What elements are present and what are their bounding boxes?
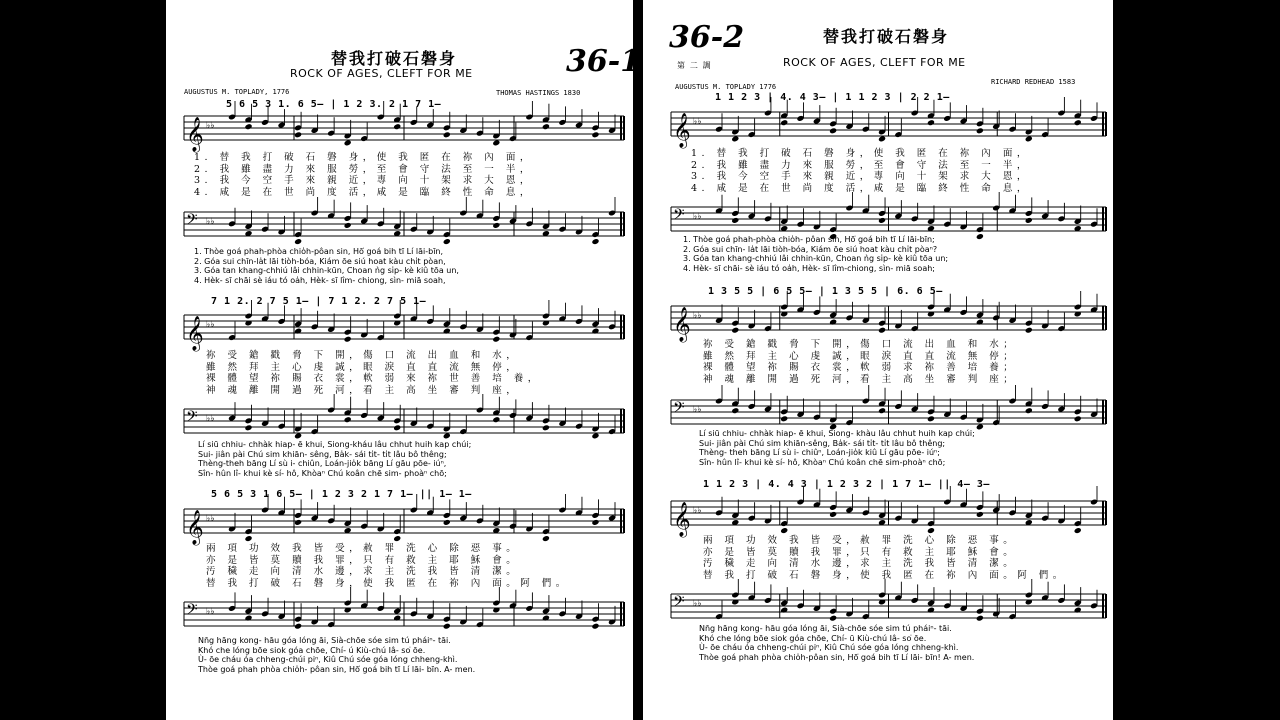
note-head [344,139,352,146]
note-head [780,415,788,422]
note-head [245,535,253,542]
treble-clef-icon: 𝄞 [186,510,204,545]
note-head [591,131,599,138]
hymn-page-right [643,0,1113,720]
chinese-lyrics-block: 祢 受 鎗 戳 脅 下 開，傷 口 流 出 血 和 水， 雖 然 拜 主 心 虔 誠，眼 淚 直 直 流 無 停， 裸 體 望 祢 賜 衣 裳，軟 弱 來 祢 世 善 培 養， 神 魂 離 開 過 死 河，看 主 高 坐 審 判 座， [206,350,542,396]
bass-clef-icon: 𝄢 [673,399,685,420]
note-head [344,336,352,343]
chinese-lyrics-block: 兩 項 功 效 我 皆 受，赦 罪 洗 心 除 惡 事。 亦 是 皆 莫 贖 我 罪，只 有 救 主 耶 穌 會。 汚 穢 走 向 清 水 邊，求 主 洗 我 皆 清 潔。 替 我 打 破 石 磐 身，使 我 匿 在 祢 內 面。阿 們。 [703,535,1067,581]
romanized-lyrics-block: 1. Thòe goá phah-phòa chio̍h- pôan sin, Hō͘ goá bih tī Lí lāi-bīn; 2. Góa sui chīn- la̍t lāi tiòh-bóa, Kiám ōe siú hoat kàu chi̍t pòaⁿ? 3. Góa tan khang-chhiú lâi chhin-kūn, Choan ǹg si̍p- kè kiû tōa un; 4. Hèk- sī chāi- sè iáu tó oa̍h, Hèk- sī lîm-chiong, sìn- miā soah; [683,235,949,273]
solfa-numbers: 1 1 2 3 | 4. 4 3 | 1 2 3 2 | 1 7 1— || 4— 3— [703,479,990,490]
title-english: ROCK OF AGES, CLEFT FOR ME [783,56,966,69]
note-head [344,416,352,423]
note-head [731,327,739,334]
note-head [591,238,599,245]
note-head [878,217,886,224]
note-head [829,615,837,622]
note-head [542,615,550,622]
note-head [1025,407,1033,414]
bass-staff [184,598,624,632]
treble-clef-icon: 𝄞 [673,113,691,148]
treble-staff [184,505,624,545]
note-head [731,407,739,414]
treble-clef-icon: 𝄞 [186,316,204,351]
note-head [245,615,253,622]
note-head [294,519,302,526]
note-head [591,432,599,439]
flat-key-signature-icon: ♭♭ [206,121,215,131]
note-head [927,607,935,614]
note-head [443,131,451,138]
solfa-numbers: 7 1 2. 2 7 5 1— | 7 1 2. 2 7 5 1— [211,296,427,307]
note-head [927,415,935,422]
note-head [976,423,984,430]
treble-staff [184,112,624,152]
note-head [927,119,935,126]
bass-clef-icon: 𝄢 [186,211,198,232]
note-head [393,424,401,431]
note-head [976,319,984,326]
bass-staff [671,203,1106,237]
note-head [443,432,451,439]
note-head [731,217,739,224]
author-credit: AUGUSTUS M. TOPLADY 1776 [675,83,777,91]
note-head [976,127,984,134]
bass-clef-icon: 𝄢 [186,601,198,622]
note-head [393,615,401,622]
note-head [294,623,302,630]
note-head [1025,217,1033,224]
note-head [393,123,401,130]
romanized-lyrics-block: Lí siū chhiu- chhàk hiap- ē khui, Siong-kháu lâu chhut huih kap chúi; Sui- jiân pài Chú sim khiān- sêng, Ba̍k- sái ti̍t- ti̍t lâu bô thêng; Thèng-theh bāng Lí sù i- chiûn, Loán-jio̍k bāng Lí gāu pōe- iúⁿ, Sîn- hûn lî- khui kè sí- hô, Khòaⁿ Chú koân chē sim- phoàⁿ chō; [198,440,472,478]
chinese-lyrics-block: 1. 替 我 打 破 石 磐 身，使 我 匿 在 祢 內 面， 2. 我 雖 盡 力 來 服 勞，至 會 守 法 至 一 半， 3. 我 今 空 手 來 親 近，專 向 十 架 求 大 恩， 4. 咸 是 在 世 尚 度 活，咸 是 臨 終 性 命 息， [691,148,1031,194]
flat-key-signature-icon: ♭♭ [693,506,702,516]
note-head [780,607,788,614]
note-head [780,527,788,534]
note-head [829,511,837,518]
note-head [245,123,253,130]
title-english: ROCK OF AGES, CLEFT FOR ME [290,67,473,80]
treble-staff [671,302,1106,342]
note-head [294,238,302,245]
hymn-number: 36-2 [669,20,745,55]
composer-credit: RICHARD REDHEAD 1583 [991,78,1076,86]
note-head [1074,607,1082,614]
note-head [780,119,788,126]
flat-key-signature-icon: ♭♭ [206,514,215,524]
note-head [591,623,599,630]
romanized-lyrics-block: Lí siū chhiu- chhàk hiap- ē khui, Siong- khàu lâu chhut huih kap chúi; Sui- jiân pài Chú sim khiān-sêng, Ba̍k- sái ti̍t- ti̍t lâu bô thêng; Thèng- theh bāng Lí sù i- chiûⁿ, Loán-jio̍k kiû Lí gāu pōe- iúⁿ; Sîn- hûn lî- khui kè sí- hô, Khòaⁿ Chú koân chē sim-phoàⁿ chō; [699,429,975,467]
flat-key-signature-icon: ♭♭ [693,212,702,222]
flat-key-signature-icon: ♭♭ [206,320,215,330]
note-head [443,238,451,245]
romanized-lyrics-block: Nn̄g hāng kong- hāu góa lóng āi, Sià-chōe sóe sim tú pháiⁿ- tāi. Khó che lóng bōe siok góa chōe, Chí- ū Kiù-chú Iâ- so͘ ōe. Ù- ōe cháu óa chheng-chúi piⁿ, Kiû Chú sóe góa lóng chheng-khì. Thòe goá phah phòa chio̍h-pôan sin, Hō͘ goá bih tī Lí lāi- bīn! A- men. [699,624,975,662]
note-head [294,131,302,138]
flat-key-signature-icon: ♭♭ [693,599,702,609]
title-chinese: 替我打破石磐身 [823,27,950,46]
chinese-lyrics-block: 1. 替 我 打 破 石 磐 身，使 我 匿 在 祢 內 面， 2. 我 雖 盡 力 來 服 勞，至 會 守 法 至 一 半， 3. 我 今 空 手 來 親 近，專 向 十 架 求 大 恩， 4. 咸 是 在 世 尚 度 活，咸 是 臨 終 性 命 息， [194,152,534,198]
romanized-lyrics-block: Nn̄g hāng kong- hāu góa lóng āi, Sià-chōe sóe sim tú pháiⁿ- tāi. Khó che lóng bōe siok góa chōe, Chí- ú Kiù-chú Iâ- so͘ ōe. Ù- ōe cháu óa chheng-chúi piⁿ, Kiû Chú sóe góa lóng chheng-khì. Thòe goá phah phòa chio̍h- pôan sin, Hō͘ goá bih tī Lí lāi- bīn. A- men. [198,636,476,674]
bass-staff [671,590,1106,624]
note-head [1074,415,1082,422]
treble-staff [671,497,1106,537]
note-head [344,222,352,229]
note-head [829,319,837,326]
note-head [591,519,599,526]
note-head [1025,135,1033,142]
flat-key-signature-icon: ♭♭ [206,607,215,617]
flat-key-signature-icon: ♭♭ [206,414,215,424]
author-credit: AUGUSTUS M. TOPLADY, 1776 [184,88,290,96]
note-head [1074,527,1082,534]
note-head [927,527,935,534]
treble-staff [184,311,624,351]
flat-key-signature-icon: ♭♭ [693,117,702,127]
treble-staff [671,108,1106,148]
solfa-numbers: 5 6 5 3 1 6 5— | 1 2 3 2 1 7 1— || 1— 1— [211,489,472,500]
flat-key-signature-icon: ♭♭ [693,405,702,415]
note-head [829,127,837,134]
note-head [294,432,302,439]
composer-credit: THOMAS HASTINGS 1830 [496,89,581,97]
note-head [542,123,550,130]
note-head [294,328,302,335]
note-head [492,336,500,343]
note-head [245,424,253,431]
solfa-numbers: 1 3 5 5 | 6 5 5— | 1 3 5 5 | 6. 6 5— [708,286,943,297]
note-head [492,222,500,229]
bass-clef-icon: 𝄢 [673,593,685,614]
hymn-number: 36-1 [566,44,642,79]
title-chinese: 替我打破石磐身 [331,49,458,68]
note-head [976,511,984,518]
note-head [976,233,984,240]
note-head [443,328,451,335]
note-head [393,535,401,542]
note-head [443,519,451,526]
note-head [492,416,500,423]
hymn-page-left [166,0,642,720]
bass-clef-icon: 𝄢 [186,408,198,429]
note-head [878,135,886,142]
treble-clef-icon: 𝄞 [186,117,204,152]
flat-key-signature-icon: ♭♭ [693,311,702,321]
flat-key-signature-icon: ♭♭ [206,217,215,227]
note-head [443,623,451,630]
chinese-lyrics-block: 兩 項 功 效 我 皆 受，赦 罪 洗 心 除 惡 事。 亦 是 皆 莫 贖 我 罪，只 有 救 主 耶 穌 會。 汚 穢 走 向 清 水 邊，求 主 洗 我 皆 清 潔。 替 我 打 破 石 磐 身，使 我 匿 在 祢 內 面。阿 們。 [206,543,570,589]
bass-staff [184,405,624,439]
tune-label: 第 二 調 [677,61,711,70]
bass-staff [184,208,624,242]
treble-clef-icon: 𝄞 [673,502,691,537]
romanized-lyrics-block: 1. Thòe goá phah-phòa chio̍h-pôan sin, Hō͘ goá bih tī Lí lāi-bīn, 2. Góa sui chīn-la̍t lāi tiòh-bóa, Kiám ōe siú hoat kàu chi̍t pòan, 3. Góa tan khang-chhiú lâi chhin-kūn, Choan ǹg si̍p- kè kiû tōa un, 4. Hèk- sī chāi sè iáu tó oa̍h, Hèk- sī lîm- chiong, sìn- miā soah, [194,247,459,285]
note-head [591,328,599,335]
solfa-numbers: 1 1 2 3 | 4. 4 3— | 1 1 2 3 | 2 2 1— [715,92,950,103]
note-head [542,424,550,431]
note-head [878,327,886,334]
bass-staff [671,396,1106,430]
note-head [542,535,550,542]
bass-clef-icon: 𝄢 [673,206,685,227]
note-head [731,135,739,142]
note-head [878,407,886,414]
note-head [492,139,500,146]
treble-clef-icon: 𝄞 [673,307,691,342]
note-head [1025,327,1033,334]
note-head [1074,119,1082,126]
note-head [976,615,984,622]
chinese-lyrics-block: 祢 受 鎗 戳 脅 下 開，傷 口 流 出 血 和 水； 雖 然 拜 主 心 虔 誠，眼 淚 直 直 流 無 停； 裸 體 望 祢 賜 衣 裳，軟 弱 求 祢 善 培 養； 神 魂 離 開 過 死 河，看 主 高 坐 審 判 座； [703,339,1018,385]
solfa-numbers: 5 6 5 3 1. 6 5— | 1 2 3. 2 1 7 1— [226,99,442,110]
